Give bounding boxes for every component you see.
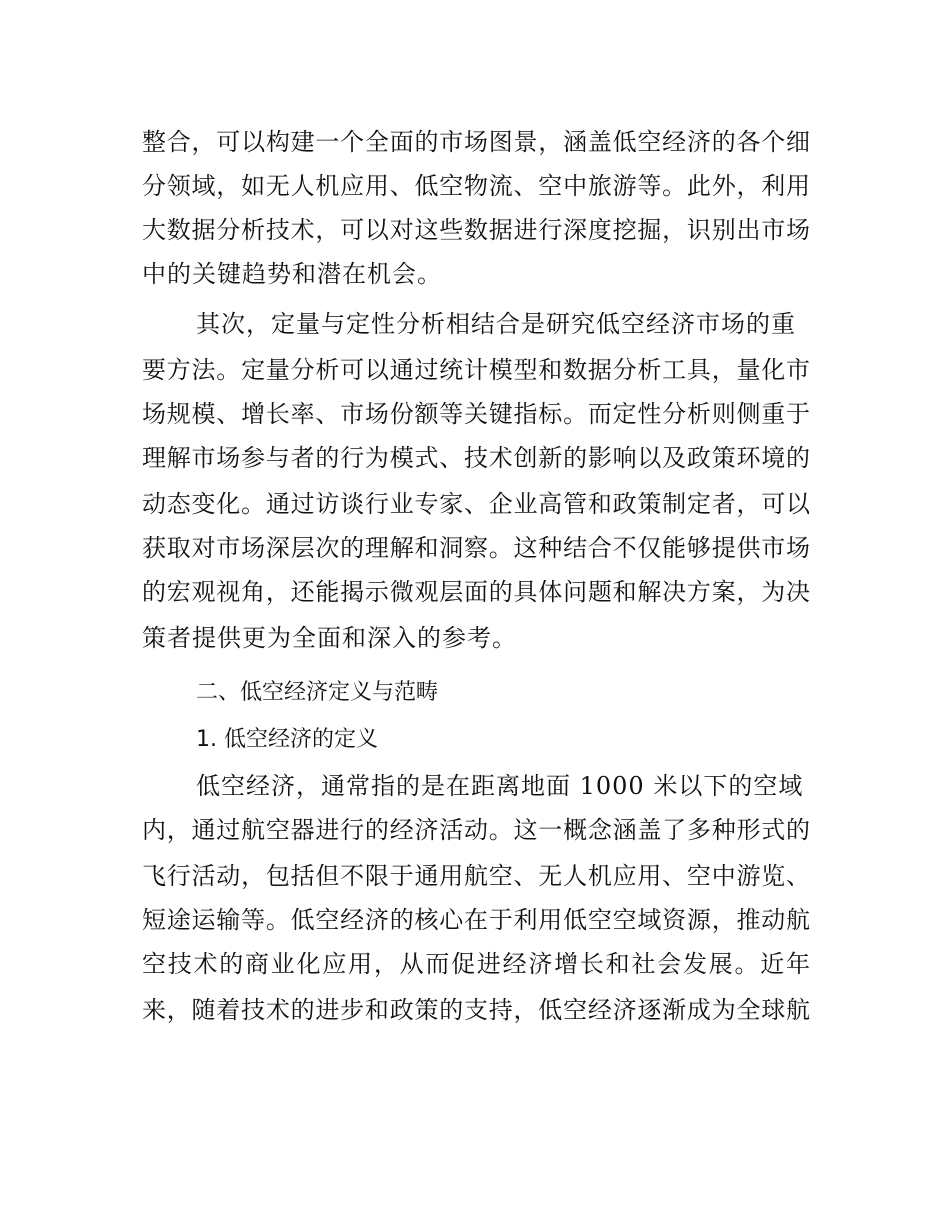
paragraph-1-line-2: 分领域，如无人机应用、低空物流、空中旅游等。此外，利用 — [142, 172, 810, 200]
paragraph-2-line-6: 获取对市场深层次的理解和洞察。这种结合不仅能够提供市场 — [142, 534, 810, 562]
paragraph-2-line-5: 动态变化。通过访谈行业专家、企业高管和政策制定者，可以 — [142, 490, 810, 518]
paragraph-2-line-3: 场规模、增长率、市场份额等关键指标。而定性分析则侧重于 — [142, 400, 810, 428]
paragraph-3-line-5: 空技术的商业化应用，从而促进经济增长和社会发展。近年 — [142, 950, 810, 978]
paragraph-2-line-1: 其次，定量与定性分析相结合是研究低空经济市场的重 — [196, 310, 796, 338]
paragraph-1-line-4: 中的关键趋势和潜在机会。 — [142, 260, 442, 288]
paragraph-3-line-1: 低空经济，通常指的是在距离地面 1000 米以下的空域 — [196, 772, 804, 800]
paragraph-1-line-1: 整合，可以构建一个全面的市场图景，涵盖低空经济的各个细 — [142, 128, 810, 156]
paragraph-2-line-4: 理解市场参与者的行为模式、技术创新的影响以及政策环境的 — [142, 444, 810, 472]
paragraph-3-line-3: 飞行活动，包括但不限于通用航空、无人机应用、空中游览、 — [142, 862, 810, 890]
paragraph-3-line-6: 来，随着技术的进步和政策的支持，低空经济逐渐成为全球航 — [142, 996, 810, 1024]
paragraph-3-line-4: 短途运输等。低空经济的核心在于利用低空空域资源，推动航 — [142, 906, 810, 934]
paragraph-2-line-2: 要方法。定量分析可以通过统计模型和数据分析工具，量化市 — [142, 356, 810, 384]
paragraph-1-line-3: 大数据分析技术，可以对这些数据进行深度挖掘，识别出市场 — [142, 216, 810, 244]
paragraph-3-line-2: 内，通过航空器进行的经济活动。这一概念涵盖了多种形式的 — [142, 816, 810, 844]
section-heading: 二、低空经济定义与范畴 — [196, 680, 439, 705]
paragraph-2-line-7: 的宏观视角，还能揭示微观层面的具体问题和解决方案，为决 — [142, 578, 810, 606]
paragraph-2-line-8: 策者提供更为全面和深入的参考。 — [142, 624, 517, 652]
subsection-heading: 1. 低空经济的定义 — [196, 727, 378, 752]
